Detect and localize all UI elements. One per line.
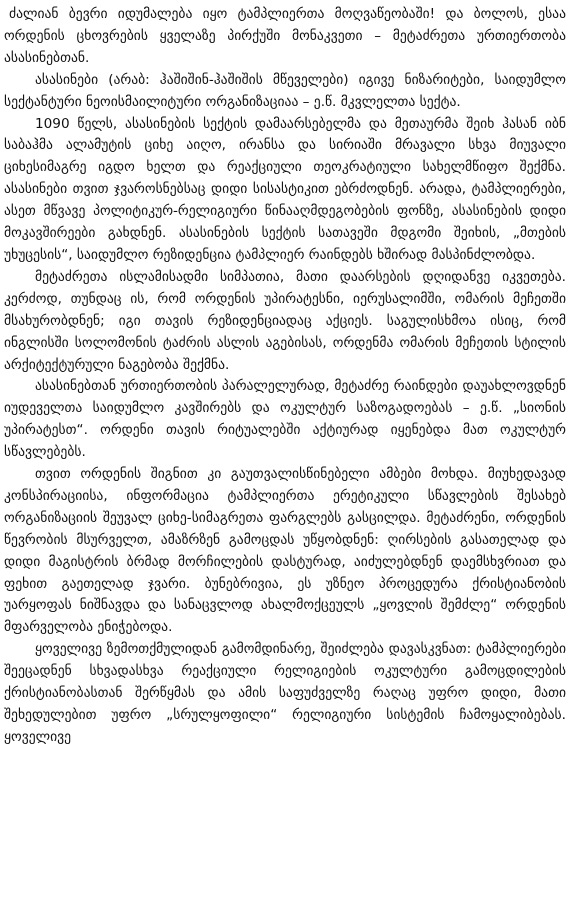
paragraph-islam-sympathy: მეტაძრეთა ისლამისადმი სიმპათია, მათი დაარსების დღიდანვე იკვეთება. კერძოდ, თუნდაც ის, რომ ორდენის უპირატესნი, იერუსალიმში, ომარის მეჩეთში მსახურობდნენ; იგი თავის რეზიდენციადაც აქციეს. საგულისხმოა ისიც, რომ ინგლისში სოლომონის ტაძრის ასლის აგებისას, ორდენმა ომარის მეჩეთის სტილის არქიტექტურული ნაგებობა შექმნა.	[4, 268, 566, 373]
paragraph-assassins-history: 1090 წელს, ასასინების სექტის დამაარსებელმა და მეთაურმა შეიხ ჰასან იბნ საბაჰმა ალამუტის ციხე აიღო, ირანსა და სირიაში მრავალი სხვა მიუვალი ციხესიმაგრე იგდო ხელთ და რეაქციული თეოკრატიული სახელმწიფო შექმნა. ასასინები თვით ჯვაროსნებსაც დიდი სისასტიკით ებრძოდნენ. არადა, ტამპლიერები, ასეთ მწვავე პოლიტიკურ-რელიგიური წინააღმდეგობების ფონზე, ასასინების დიდი მოკავშირეები გახდნენ. ასასინების სექტის სათავეში მდგომი შეიხის, „მთების უხუცესის“, საიდუმლო რეზიდენცია ტამპლიერ რაინდებს ხშირად მასპინძლობდა.	[4, 115, 566, 263]
paragraph-order-events: თვით ორდენის შიგნით კი გაუთვალისწინებელი ამბები მოხდა. მიუხედავად კონსპირაციისა, ინფორმაცია ტამპლიერთა ერეტიკული სწავლების შესახებ ორგანიზაციის შეუვალ ციხე-სიმაგრეთა ფარგლებს გასცილდა. მეტაძრენი, ორდენის წევრობის მსურველთ, ამაზრზენ გამოცდას უწყობდნენ: ღირსების გასათელად და დიდი მაგისტრის ბრმად მორჩილების დასტურად, აიძულებდნენ დაემსხვრიათ და ფეხით გაეთელად ჯვარი. ბუნებრივია, ეს უზნეო პროცედურა ქრისტიანობის უარყოფას ნიშნავდა და სანაცვლოდ ახალმოქცეულს „ყოვლის შემძლე“ ორდენის მფარველობა ენიჭებოდა.	[4, 466, 566, 636]
paragraph-intro: ძალიან ბევრი იდუმალება იყო ტამპლიერთა მოღვაწეობაში! და ბოლოს, ესაა ორდენის ცხოვრების ყველაზე პირქუში მონაკვეთი – მეტაძრეთა ურთიერთობა ასასინებთან.	[4, 6, 566, 66]
paragraph-conclusion: ყოველივე ზემოთქმულიდან გამომდინარე, შეიძლება დავასკვნათ: ტამპლიერები შეეცადნენ სხვადასხვა რეაქციული რელიგიების ოკულტური გამოცდილების ქრისტიანობასთან შერწყმას და ამის საფუძველზე რაღაც უფრო დიდი, მათი შეხედულებით უფრო „სრულყოფილი“ რელიგიური სისტემის ჩამოყალიბებას. ყოველივე	[4, 641, 566, 745]
paragraph-assassins-definition: ასასინები (არაბ: ჰაშიშინ-ჰაშიშის მწეველები) იგივე ნიზარიტები, საიდუმლო სექტანტური ნეოისმაილიტური ორგანიზაციაა – ე.წ. მკვლელთა სექტა.	[4, 71, 566, 110]
paragraph-occult-societies: ასასინებთან ურთიერთობის პარალელურად, მეტაძრე რაინდები დაუახლოვდნენ იუდეველთა საიდუმლო კავშირებს და ოკულტურ საზოგადოებას – ე.წ. „სიონის უპირატესთ“. ორდენი თავის რიტუალებში აქტიურად იყენებდა მათ ოკულტურ სწავლებებს.	[4, 378, 566, 461]
